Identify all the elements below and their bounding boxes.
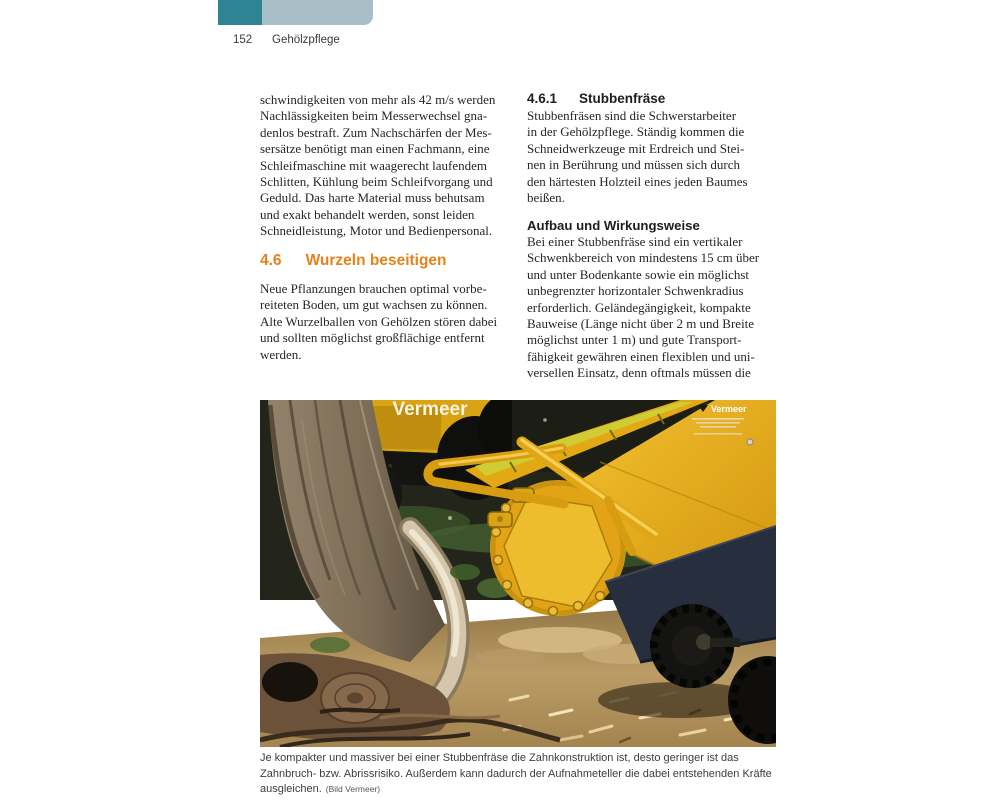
text-line: Je kompakter und massiver bei einer Stubbenfräse die Zahnkonstruktion ist, desto geringer ist das <box>260 752 739 764</box>
text-line: beißen. <box>527 190 565 206</box>
text-line: den härtesten Holzteil eines jeden Baumes <box>527 173 748 189</box>
text-line: nen in Berührung und müssen sich durch <box>527 157 741 173</box>
text-line: Stubbenfräsen sind die Schwerstarbeiter <box>527 108 737 123</box>
caption-lines <box>260 751 780 782</box>
text-line: Bei einer Stubbenfräse sind ein vertikaler <box>527 234 743 249</box>
text-line: Schwenkbereich von mindestens 15 cm über <box>527 250 760 266</box>
text-line: schwindigkeiten von mehr als 42 m/s werden <box>260 92 496 107</box>
text-line: sersätze benötigt man einen Fachmann, eine <box>260 141 490 157</box>
caption-tail: ausgleichen. <box>260 783 322 795</box>
text-line: Zahnbruch- bzw. Abrissrisiko. Außerdem kann dadurch der Aufnahmeteller die dabei entstehenden Kräfte <box>260 767 772 780</box>
text-line: versellen Einsatz, denn oftmals müssen die <box>527 365 751 381</box>
left-column-paragraph-2 <box>260 281 508 363</box>
section-heading <box>260 252 447 270</box>
caption-credit: (Bild Vermeer) <box>325 784 381 794</box>
text-line: Schneidleistung, Motor und Bedienpersonal. <box>260 223 493 239</box>
text-line: möglichst unter 1 m) und gute Transport- <box>527 332 742 348</box>
section-title: Wurzeln beseitigen <box>305 252 447 269</box>
text-line: in der Gehölzpflege. Ständig kommen die <box>527 124 745 140</box>
text-line: Schneidwerkzeuge mit Erdreich und Stei- <box>527 140 745 156</box>
paragraph-subheading: Aufbau und Wirkungsweise <box>527 218 700 233</box>
figure-image-stump-grinder <box>260 400 776 747</box>
background-machine-brand-text: Vermeer <box>392 400 468 420</box>
header-accent-bar-blue <box>262 0 373 25</box>
header-accent-bar-teal <box>218 0 262 25</box>
text-line: und sollten möglichst großflächige entfernt <box>260 330 485 346</box>
text-line: fähigkeit gewähren einen flexiblen und uni- <box>527 348 755 364</box>
subsection-heading <box>527 91 665 106</box>
subsection-title: Stubbenfräse <box>579 91 666 106</box>
text-line: werden. <box>260 346 302 362</box>
text-line: Geduld. Das harte Material muss behutsam <box>260 190 485 206</box>
text-line: und exakt behandelt werden, sonst leiden <box>260 206 475 222</box>
stump-grinder-photo <box>260 400 776 747</box>
text-line: erforderlich. Geländegängigkeit, kompakte <box>527 299 751 315</box>
text-line: reiteten Boden, um gut wachsen zu können. <box>260 297 488 313</box>
text-line: und unter Bodenkante sowie ein möglichst <box>527 266 750 282</box>
text-line: Neue Pflanzungen brauchen optimal vorbe- <box>260 281 487 296</box>
text-line: Schleifmaschine mit waagerecht laufendem <box>260 157 488 173</box>
text-line: Schlitten, Kühlung beim Schleifvorgang und <box>260 174 493 190</box>
text-line: Nachlässigkeiten beim Messerwechsel gna- <box>260 108 488 124</box>
text-line: denlos bestraft. Zum Nachschärfen der Mes- <box>260 124 492 140</box>
right-column-paragraph-1 <box>527 108 777 206</box>
left-column-paragraph-1 <box>260 92 508 240</box>
caption-tail-row <box>260 782 780 798</box>
figure-caption <box>260 751 780 798</box>
page-number: 152 <box>233 34 253 46</box>
text-line: Alte Wurzelballen von Gehölzen stören dabei <box>260 313 498 329</box>
running-head: Gehölzpflege <box>272 34 340 46</box>
text-line: unbegrenzter horizontaler Schwenkradius <box>527 283 744 299</box>
section-number: 4.6 <box>260 252 282 269</box>
sticker-brand-text: Vermeer <box>711 404 747 414</box>
right-column-paragraph-2 <box>527 234 777 382</box>
subsection-number: 4.6.1 <box>527 91 558 106</box>
text-line: Bauweise (Länge nicht über 2 m und Breite <box>527 316 755 332</box>
